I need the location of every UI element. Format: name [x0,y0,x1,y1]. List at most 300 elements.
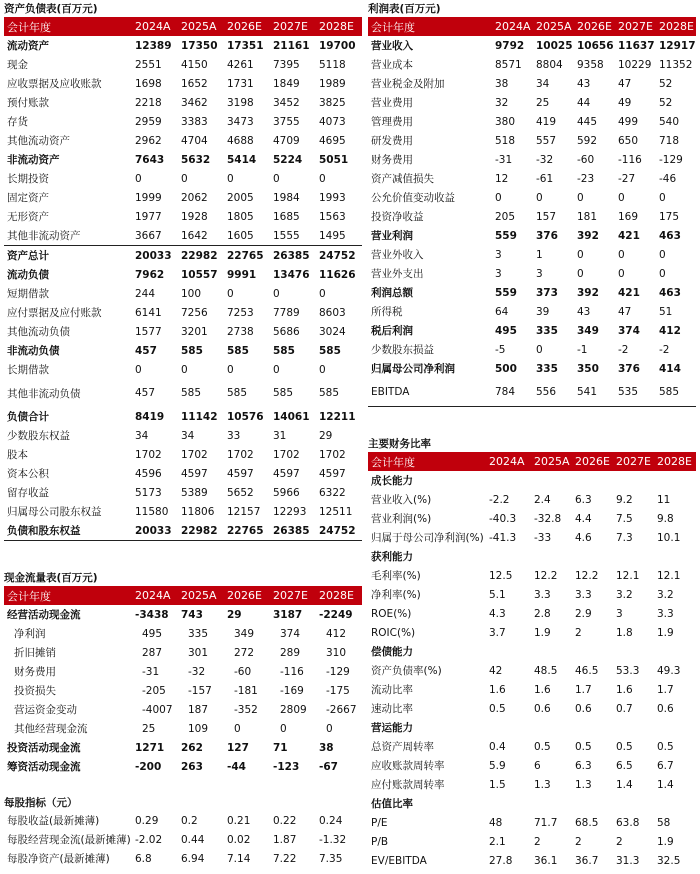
header-year: 2026E [227,20,262,33]
row-value: 127 [227,741,249,754]
row-value: 0 [319,363,326,376]
header-year: 2026E [227,589,262,602]
row-value: 0.6 [534,702,551,715]
row-value: 350 [577,362,599,375]
table-row [4,445,362,464]
table-row [368,756,696,775]
row-value: 3024 [319,325,346,338]
row-value: 12.1 [616,569,640,582]
table-row [368,245,696,264]
row-label: 归属母公司股东权益 [7,506,102,518]
row-label: 应付账款周转率 [371,779,445,791]
row-value: 1.9 [657,835,674,848]
income-statement-panel [368,2,696,407]
row-value: 412 [659,324,681,337]
row-value: 10025 [536,39,573,52]
row-value: 22765 [227,249,264,262]
row-value: 4709 [273,134,300,147]
row-label: 投资活动现金流 [7,742,81,754]
row-value: 0 [280,722,287,735]
row-value: 541 [577,386,598,398]
row-value: 0 [618,267,625,280]
row-label: 营业外收入 [371,249,424,261]
row-value: 6322 [319,486,346,499]
row-value: 33 [227,429,241,442]
row-value: 6.8 [135,852,152,865]
table-row [4,169,362,188]
table-row [368,547,696,566]
row-value: 0 [273,363,280,376]
row-value: 592 [577,134,598,147]
row-value: -116 [618,153,642,166]
row-value: 0.5 [489,702,506,715]
row-value: 559 [495,286,517,299]
row-value: 499 [618,115,639,128]
table-row [368,264,696,283]
row-value: 1.6 [616,683,633,696]
row-value: 9358 [577,58,604,71]
row-value: -157 [188,684,212,697]
row-value: 11806 [181,505,215,518]
row-value: 44 [577,96,591,109]
row-value: 6.5 [616,759,633,772]
row-value: 421 [618,286,640,299]
row-value: 380 [495,115,516,128]
row-value: -31 [142,665,160,678]
row-value: 4597 [319,467,346,480]
table-row [4,93,362,112]
row-label: 营业成本 [371,59,413,71]
ratios-title: 主要财务比率 [368,438,431,450]
row-value: 1977 [135,210,162,223]
row-value: 10229 [618,58,652,71]
row-value: 22982 [181,249,218,262]
row-value: 11637 [618,39,655,52]
row-value: 4.6 [575,531,592,544]
row-value: -2.02 [135,833,163,846]
table-row [368,832,696,851]
table-row [4,74,362,93]
row-value: -31 [495,153,513,166]
row-label: 其他经营现金流 [14,723,88,735]
row-value: 43 [577,305,591,318]
row-value: 52 [659,96,673,109]
row-label: 其他非流动资产 [7,230,81,242]
row-value: 0 [618,191,625,204]
table-row [368,378,696,407]
row-value: 12157 [227,505,261,518]
row-label: 营运能力 [371,722,413,734]
table-row [4,407,362,426]
table-row [368,302,696,321]
row-value: 244 [135,287,156,300]
row-value: 64 [495,305,509,318]
row-label: 资产负债率(%) [371,665,442,677]
row-value: 2.4 [534,493,551,506]
row-value: 3 [536,267,543,280]
row-value: 585 [273,344,295,357]
row-value: -2.2 [489,493,510,506]
row-value: 5.9 [489,759,506,772]
row-label: EBITDA [371,386,410,398]
balance-sheet-title: 资产负债表(百万元) [4,3,98,15]
row-value: 5414 [227,153,257,166]
row-label: 营业费用 [371,97,413,109]
table-row [368,642,696,661]
row-label: 经营活动现金流 [7,609,81,621]
row-value: -129 [659,153,683,166]
row-label: 少数股东损益 [371,344,434,356]
row-value: 495 [142,627,163,640]
row-value: 11626 [319,268,356,281]
row-value: 36.7 [575,854,599,867]
table-row [4,811,362,830]
row-value: 205 [495,210,516,223]
table-row [4,341,362,360]
header-label: 会计年度 [7,589,51,603]
row-value: 7395 [273,58,300,71]
row-value: 1928 [181,210,208,223]
row-value: 0 [577,191,584,204]
cash-flow-panel [4,571,362,777]
row-value: 36.1 [534,854,558,867]
header-year: 2025A [534,455,570,468]
table-row [368,283,696,302]
row-value: 2959 [135,115,162,128]
row-value: 718 [659,134,680,147]
row-label: 资本公积 [7,468,49,480]
table-row [368,226,696,245]
table-row [4,464,362,483]
row-value: 1989 [319,77,346,90]
row-value: 412 [326,627,347,640]
row-value: 392 [577,286,599,299]
row-label: 其他流动资产 [7,135,70,147]
row-value: 3.2 [616,588,633,601]
row-value: 63.8 [616,816,640,829]
row-label: 每股收益(最新摊薄) [7,815,100,827]
row-label: 净利率(%) [371,589,421,601]
table-row [368,794,696,813]
row-value: 457 [135,387,156,399]
row-value: 39 [536,305,550,318]
row-value: 463 [659,286,681,299]
row-value: 20033 [135,524,172,537]
row-value: 38 [319,741,334,754]
table-row [4,284,362,303]
row-label: 流动比率 [371,684,413,696]
row-value: 376 [618,362,640,375]
row-value: -32.8 [534,512,562,525]
header-year: 2024A [135,589,171,602]
row-value: 6.7 [657,759,674,772]
row-value: 540 [659,115,680,128]
cash-flow-table [4,586,362,777]
row-value: 0.5 [657,740,674,753]
table-row [4,681,362,700]
row-label: 营业外支出 [371,268,424,280]
row-value: 5051 [319,153,349,166]
row-value: 650 [618,134,639,147]
table-row [4,662,362,681]
table-row [4,360,362,379]
row-value: 1.4 [616,778,633,791]
row-value: -41.3 [489,531,517,544]
row-label: 流动资产 [7,40,49,52]
row-value: 1984 [273,191,300,204]
row-value: 2062 [181,191,208,204]
row-value: -67 [319,760,338,773]
header-year: 2026E [575,455,610,468]
row-value: 3201 [181,325,208,338]
row-value: 495 [495,324,517,337]
row-value: 6141 [135,306,162,319]
table-row [4,322,362,341]
row-value: 32 [495,96,509,109]
header-year: 2028E [319,20,354,33]
row-value: 49 [618,96,632,109]
row-value: 374 [618,324,640,337]
row-value: 6.3 [575,493,592,506]
row-value: 17350 [181,39,218,52]
row-label: 非流动负债 [7,345,60,357]
row-value: 5224 [273,153,303,166]
row-value: 11 [657,493,671,506]
row-value: 8571 [495,58,522,71]
row-value: -32 [536,153,554,166]
row-value: 0 [227,363,234,376]
row-value: 34 [135,429,149,442]
row-value: 2962 [135,134,162,147]
row-value: 349 [577,324,599,337]
row-value: -5 [495,343,506,356]
row-value: 4597 [273,467,300,480]
row-value: 3383 [181,115,208,128]
row-value: 376 [536,229,558,242]
row-value: -4007 [142,703,173,716]
row-label: 速动比率 [371,703,413,715]
row-value: 6 [534,759,541,772]
row-value: 2.8 [534,607,551,620]
row-value: 1.4 [657,778,674,791]
row-value: 0.44 [181,833,205,846]
row-value: 1 [536,248,543,261]
row-value: 3452 [273,96,300,109]
row-label: 投资损失 [14,685,56,697]
ratios-table [368,452,696,870]
table-row [4,643,362,662]
row-value: -200 [135,760,162,773]
row-label: 其他非流动负债 [7,387,81,400]
row-value: 5173 [135,486,162,499]
row-value: 1605 [227,229,254,242]
row-value: 518 [495,134,516,147]
row-value: 0 [659,191,666,204]
row-value: 557 [536,134,557,147]
row-value: 1698 [135,77,162,90]
row-value: 335 [536,324,558,337]
row-value: 175 [659,210,680,223]
row-value: 187 [188,703,209,716]
table-row [368,775,696,794]
header-year: 2027E [273,589,308,602]
cash-flow-title: 现金流量表(百万元) [4,572,98,584]
row-value: 10656 [577,39,614,52]
row-label: ROE(%) [371,607,412,620]
row-value: 4688 [227,134,254,147]
row-value: 2 [575,835,582,848]
row-value: 262 [181,741,203,754]
header-year: 2024A [489,455,525,468]
row-label: 利润总额 [371,287,413,299]
row-label: 应收票据及应收账款 [7,78,102,90]
row-value: 349 [234,627,255,640]
row-label: P/B [371,835,389,848]
header-year: 2027E [616,455,651,468]
balance-sheet-panel [4,2,362,541]
row-value: 34 [536,77,550,90]
table-row [4,55,362,74]
row-value: 1702 [181,448,208,461]
row-value: 2 [534,835,541,848]
row-value: 4596 [135,467,162,480]
row-value: 24752 [319,249,356,262]
row-value: 0.6 [575,702,592,715]
row-value: 1702 [227,448,254,461]
table-row [368,36,696,55]
row-value: 53.3 [616,664,640,677]
row-value: 0 [181,363,188,376]
row-label: 折旧摊销 [14,647,56,659]
row-value: 0 [135,363,142,376]
row-value: 46.5 [575,664,599,677]
header-year: 2025A [181,20,217,33]
table-row [368,321,696,340]
row-value: -46 [659,172,677,185]
header-year: 2025A [536,20,572,33]
table-row [4,849,362,868]
row-value: -205 [142,684,166,697]
row-value: 49.3 [657,664,681,677]
row-label: 营业利润 [371,230,413,242]
table-row [368,340,696,359]
table-row [368,737,696,756]
row-value: 0 [536,343,543,356]
row-label: 长期投资 [7,173,49,185]
table-row [368,74,696,93]
row-value: 1271 [135,741,165,754]
row-value: 109 [188,722,209,735]
table-row [368,585,696,604]
row-value: -129 [326,665,350,678]
row-value: 559 [495,229,517,242]
row-label: 投资净收益 [371,211,424,223]
row-value: 22765 [227,524,264,537]
row-value: 71 [273,741,288,754]
table-row [368,566,696,585]
row-value: 11352 [659,58,693,71]
row-value: 2 [575,626,582,639]
table-row [4,36,362,55]
row-value: -40.3 [489,512,517,525]
row-value: 6.94 [181,852,205,865]
row-value: 585 [181,344,203,357]
row-value: 421 [618,229,640,242]
table-row [4,112,362,131]
row-value: 0 [659,248,666,261]
row-label: 获利能力 [371,551,413,563]
row-value: 1702 [135,448,162,461]
row-value: 1.3 [534,778,551,791]
row-value: 0 [319,172,326,185]
per-share-panel [4,796,362,868]
row-value: 24752 [319,524,356,537]
row-value: 414 [659,362,681,375]
row-label: 归属母公司净利润 [371,363,455,375]
row-value: -1.32 [319,833,347,846]
row-value: 445 [577,115,598,128]
row-value: 1849 [273,77,300,90]
table-row [368,680,696,699]
table-row [4,426,362,445]
table-row [368,718,696,737]
row-label: 负债和股东权益 [7,525,81,537]
row-value: -2 [659,343,670,356]
row-label: 筹资活动现金流 [7,761,81,773]
row-value: 585 [659,386,680,398]
row-value: 1563 [319,210,346,223]
header-year: 2027E [618,20,653,33]
row-value: 3667 [135,229,162,242]
row-label: 无形资产 [7,211,49,223]
row-value: 32.5 [657,854,681,867]
row-value: 0.6 [657,702,674,715]
row-value: 3 [495,267,502,280]
row-label: 成长能力 [371,475,413,487]
row-value: 7789 [273,306,300,319]
header-label: 会计年度 [371,455,415,469]
row-value: 7.35 [319,852,343,865]
table-row [368,131,696,150]
row-label: P/E [371,816,388,829]
row-value: 4261 [227,58,254,71]
row-value: 585 [227,344,249,357]
row-value: 4695 [319,134,346,147]
row-value: 0.7 [616,702,633,715]
table-row [4,502,362,521]
row-value: 31 [273,429,287,442]
table-row [4,379,362,407]
ratios-panel [368,437,696,870]
table-row [368,55,696,74]
row-value: 1652 [181,77,208,90]
row-label: 长期借款 [7,364,49,376]
row-value: -116 [280,665,304,678]
row-value: 5632 [181,153,211,166]
row-value: -2 [618,343,629,356]
row-value: 3473 [227,115,254,128]
row-value: 287 [142,646,163,659]
row-value: 9991 [227,268,257,281]
row-value: 1.5 [489,778,506,791]
per-share-table [4,811,362,868]
table-row [368,359,696,378]
row-value: 1.7 [657,683,674,696]
row-value: -23 [577,172,595,185]
row-label: 每股净资产(最新摊薄) [7,853,110,865]
header-year: 2028E [319,589,354,602]
row-value: 7253 [227,306,254,319]
